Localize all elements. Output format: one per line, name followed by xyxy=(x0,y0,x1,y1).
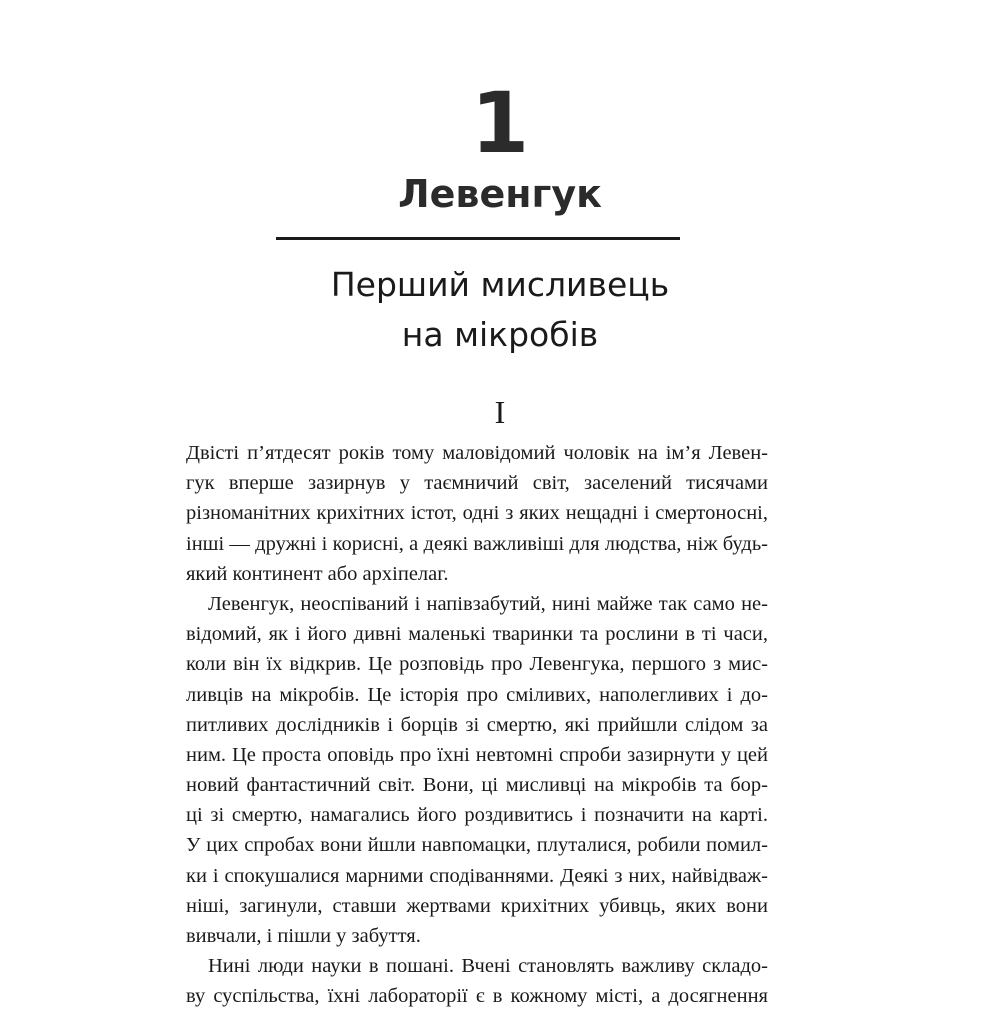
text-line: ним. Це проста оповідь про їхні невтомні спроби зазирнути у цей xyxy=(186,743,768,766)
text-line: Двісті п’ятдесят років тому маловідомий чоловік на ім’я Левен- xyxy=(186,442,768,464)
subtitle-line: на мікробів xyxy=(401,315,599,354)
text-line: різноманітних крихітних істот, одні з яких нещадні і смертоносні, xyxy=(186,502,768,525)
chapter-title: Левенгук xyxy=(398,172,602,216)
text-line: інші — дружні і корисні, а деякі важливіші для людства, ніж будь- xyxy=(186,532,768,555)
text-line: Левенгук, неоспіваний і напівзабутий, нині майже так само не- xyxy=(208,592,768,615)
text-line: новий фантастичний світ. Вони, ці мисливці на мікробів та бор- xyxy=(186,774,768,797)
text-line: гук вперше зазирнув у таємничий світ, заселений тисячами xyxy=(186,472,768,495)
chapter-subtitle xyxy=(0,260,1000,360)
text-line: ніші, загинули, ставши жертвами крихітних убивць, яких вони xyxy=(186,894,768,917)
section-number: I xyxy=(494,394,506,430)
text-line: відомий, як і його дивні маленькі тваринки та рослини в ті часи, xyxy=(186,623,768,646)
title-divider xyxy=(276,237,680,240)
text-line: ву суспільства, їхні лабораторії є в кожному місті, а досягнення xyxy=(186,985,768,1008)
text-line: ливців на мікробів. Це історія про сміливих, наполегливих і до- xyxy=(186,683,768,706)
subtitle-line: Перший мисливець xyxy=(330,265,670,304)
text-line: ці зі смертю, намагались його роздивитись і позначити на карті. xyxy=(186,804,768,827)
body-text xyxy=(186,438,768,1012)
text-line: ки і спокушалися марними сподіваннями. Деякі з них, найвідваж- xyxy=(186,864,768,887)
chapter-number: 1 xyxy=(470,74,530,172)
text-line: вивчали, і пішли у забуття. xyxy=(186,925,421,947)
text-line: Нині люди науки в пошані. Вчені становлять важливу складо- xyxy=(208,955,768,978)
text-line: який континент або архіпелаг. xyxy=(186,562,449,585)
text-line: питливих дослідників і борців зі смертю, які прийшли слідом за xyxy=(186,713,768,736)
text-line: У цих спробах вони йшли навпомацки, плуталися, робили помил- xyxy=(186,834,768,857)
text-line: коли він їх відкрив. Це розповідь про Левенгука, першого з мис- xyxy=(186,653,768,676)
